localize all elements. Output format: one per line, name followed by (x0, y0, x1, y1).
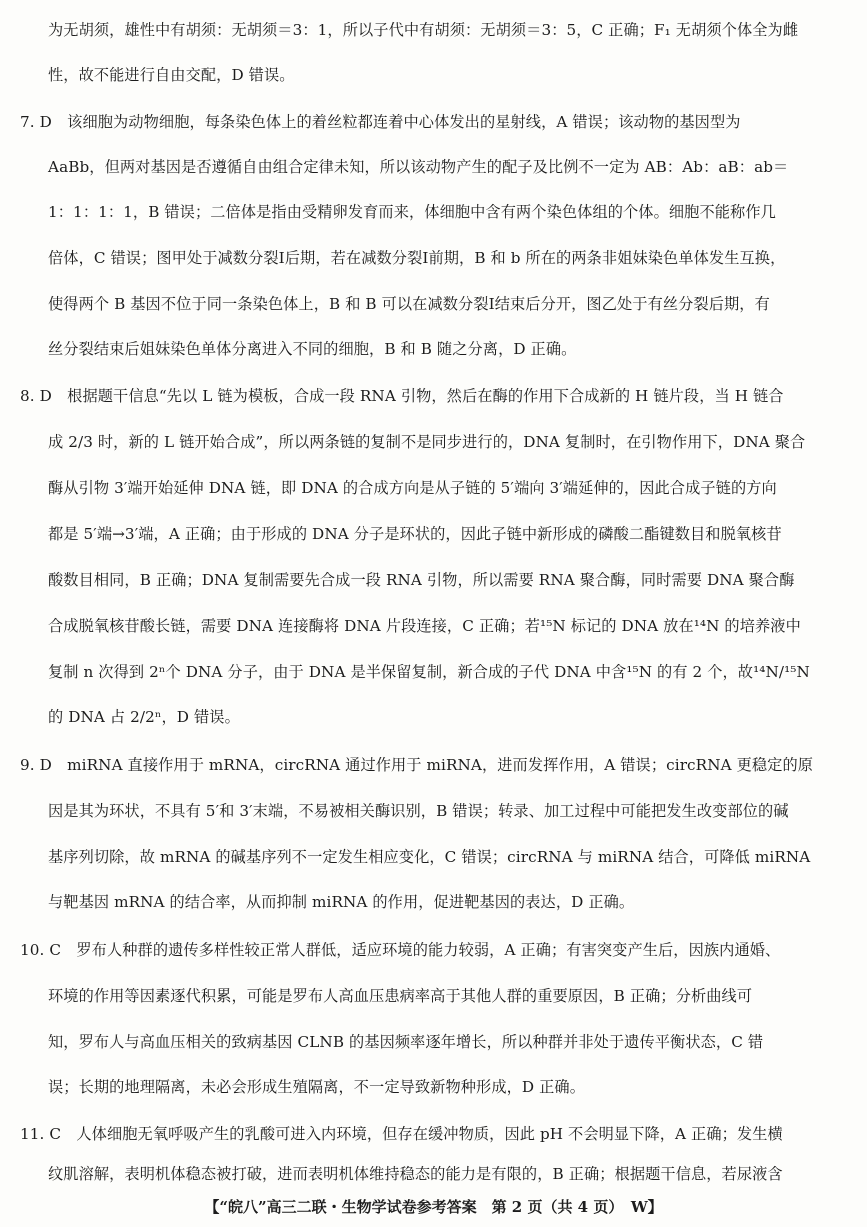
text-line: 环境的作用等因素逐代积累，可能是罗布人高血压患病率高于其他人群的重要原因，B 正确；分析曲线可 (48, 987, 753, 1005)
text-line: 9. D miRNA 直接作用于 mRNA，circRNA 通过作用于 miRNA，进而发挥作用，A 错误；circRNA 更稳定的原 (20, 756, 814, 774)
text-line: 酶从引物 3′端开始延伸 DNA 链，即 DNA 的合成方向是从子链的 5′端向 3′端延伸的，因此合成子链的方向 (48, 479, 777, 497)
text-line: 纹肌溶解，表明机体稳态被打破，进而表明机体维持稳态的能力是有限的，B 正确；根据题干信息，若尿液含 (48, 1165, 783, 1183)
text-line: 倍体，C 错误；图甲处于减数分裂Ⅰ后期，若在减数分裂Ⅰ前期，B 和 b 所在的两条非姐妹染色单体发生互换， (48, 249, 786, 267)
text-line: 成 2/3 时，新的 L 链开始合成”，所以两条链的复制不是同步进行的，DNA 复制时，在引物作用下，DNA 聚合 (48, 433, 806, 451)
text-line: 使得两个 B 基因不位于同一条染色体上，B 和 B 可以在减数分裂Ⅰ结束后分开，图乙处于有丝分裂后期，有 (48, 295, 770, 313)
text-line: 误；长期的地理隔离，未必会形成生殖隔离，不一定导致新物种形成，D 正确。 (48, 1078, 585, 1096)
text-line: AaBb，但两对基因是否遵循自由组合定律未知，所以该动物产生的配子及比例不一定为 AB：Ab：aB：ab＝ (48, 158, 789, 176)
text-line: 知，罗布人与高血压相关的致病基因 CLNB 的基因频率逐年增长，所以种群并非处于遗传平衡状态，C 错 (48, 1033, 764, 1051)
text-line: 丝分裂结束后姐妹染色单体分离进入不同的细胞，B 和 B 随之分离，D 正确。 (48, 340, 577, 358)
text-line: 性，故不能进行自由交配，D 错误。 (48, 66, 295, 84)
text-line: 复制 n 次得到 2ⁿ个 DNA 分子，由于 DNA 是半保留复制，新合成的子代 DNA 中含¹⁵N 的有 2 个，故¹⁴N/¹⁵N (48, 663, 810, 681)
text-line: 为无胡须，雄性中有胡须：无胡须＝3：1，所以子代中有胡须：无胡须＝3：5，C 正确；F₁ 无胡须个体全为雌 (48, 21, 799, 39)
text-line: 11. C 人体细胞无氧呼吸产生的乳酸可进入内环境，但存在缓冲物质，因此 pH 不会明显下降，A 正确；发生横 (20, 1125, 783, 1143)
text-line: 10. C 罗布人种群的遗传多样性较正常人群低，适应环境的能力较弱，A 正确；有害突变产生后，因族内通婚、 (20, 941, 781, 959)
text-line: 酸数目相同，B 正确；DNA 复制需要先合成一段 RNA 引物，所以需要 RNA 聚合酶，同时需要 DNA 聚合酶 (48, 571, 795, 589)
text-line: 合成脱氧核苷酸长链，需要 DNA 连接酶将 DNA 片段连接，C 正确；若¹⁵N 标记的 DNA 放在¹⁴N 的培养液中 (48, 617, 801, 635)
text-line: 8. D 根据题干信息“先以 L 链为模板，合成一段 RNA 引物，然后在酶的作用下合成新的 H 链片段，当 H 链合 (20, 387, 784, 405)
page-footer: 【“皖八”高三二联・生物学试卷参考答案 第 2 页（共 4 页） W】 (204, 1198, 663, 1216)
text-line: 的 DNA 占 2/2ⁿ，D 错误。 (48, 708, 240, 726)
text-line: 与靶基因 mRNA 的结合率，从而抑制 miRNA 的作用，促进靶基因的表达，D 正确。 (48, 893, 635, 911)
text-line: 1：1：1：1，B 错误；二倍体是指由受精卵发育而来，体细胞中含有两个染色体组的个体。细胞不能称作几 (48, 203, 776, 221)
text-line: 因是其为环状，不具有 5′和 3′末端，不易被相关酶识别，B 错误；转录、加工过程中可能把发生改变部位的碱 (48, 802, 789, 820)
text-line: 都是 5′端→3′端，A 正确；由于形成的 DNA 分子是环状的，因此子链中新形成的磷酸二酯键数目和脱氧核苷 (48, 525, 782, 543)
text-line: 7. D 该细胞为动物细胞，每条染色体上的着丝粒都连着中心体发出的星射线，A 错误；该动物的基因型为 (20, 113, 741, 131)
text-line: 基序列切除，故 mRNA 的碱基序列不一定发生相应变化，C 错误；circRNA 与 miRNA 结合，可降低 miRNA (48, 848, 811, 866)
